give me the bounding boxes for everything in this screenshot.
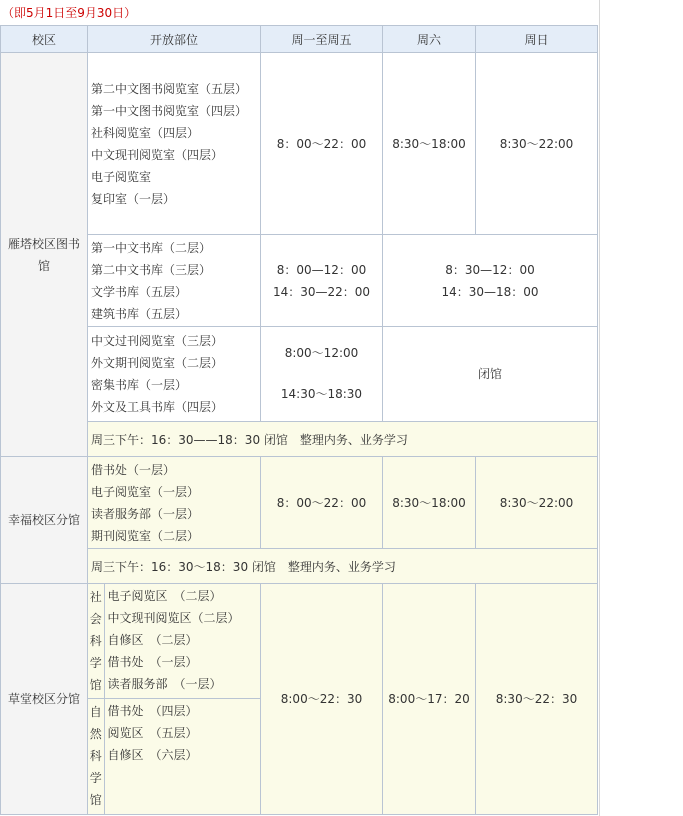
yanta-group1-sunday: 8:30～22:00 xyxy=(476,53,598,235)
time-line: 8：00—12：00 xyxy=(276,262,367,277)
caotang-saturday: 8:00～17：20 xyxy=(383,584,476,815)
xingfu-wednesday-note: 周三下午：16：30～18：30 闭馆 整理内务、业务学习 xyxy=(88,549,598,584)
location-item: 第一中文书库（二层） xyxy=(91,240,212,255)
natural-science-row xyxy=(88,698,260,814)
opening-hours-table xyxy=(0,25,598,815)
location-item: 外文期刊阅览室（二层） xyxy=(91,356,224,370)
yanta-group2-row xyxy=(1,235,598,327)
header-weekdays: 周一至周五 xyxy=(261,26,383,53)
xingfu-saturday: 8:30～18:00 xyxy=(383,457,476,549)
caotang-subtable xyxy=(88,584,260,814)
time-line: 14：30—18：00 xyxy=(441,284,539,299)
location-item: 社科阅览室（四层） xyxy=(91,125,200,140)
yanta-group3-locations xyxy=(88,327,261,422)
xingfu-row xyxy=(1,457,598,549)
xingfu-locations xyxy=(88,457,261,549)
location-item: 中文现刊阅览室（四层） xyxy=(91,147,224,162)
yanta-group3-closed: 闭馆 xyxy=(383,327,598,422)
location-item: 电子阅览室 xyxy=(91,169,152,184)
header-locations: 开放部位 xyxy=(88,26,261,53)
location-item: 文学书库（五层） xyxy=(91,284,188,299)
time-line: 14：30—22：00 xyxy=(272,284,371,299)
location-item: 电子阅览区 （二层） xyxy=(107,589,222,603)
yanta-group1-saturday: 8:30～18:00 xyxy=(383,53,476,235)
caotang-row xyxy=(1,584,598,815)
yanta-note-row xyxy=(1,422,598,457)
yanta-group2-weekdays xyxy=(261,235,383,327)
location-item: 建筑书库（五层） xyxy=(91,306,188,321)
location-item: 阅览区 （五层） xyxy=(107,725,198,740)
social-science-locations xyxy=(104,584,260,698)
yanta-group3-row xyxy=(1,327,598,422)
yanta-group3-weekdays xyxy=(261,327,383,422)
location-item: 自修区 （六层） xyxy=(107,747,198,762)
location-item: 外文及工具书库（四层） xyxy=(91,400,224,414)
location-item: 借书处（一层） xyxy=(91,462,176,477)
time-line: 14:30～18:30 xyxy=(280,387,363,401)
caotang-locations xyxy=(88,584,261,815)
time-line: 8：30—12：00 xyxy=(445,262,535,277)
location-item: 中文过刊阅览室（三层） xyxy=(91,334,224,348)
location-item: 密集书库（一层） xyxy=(91,378,188,392)
xingfu-sunday: 8:30～22:00 xyxy=(476,457,598,549)
header-sunday: 周日 xyxy=(476,26,598,53)
location-item: 借书处 （四层） xyxy=(107,703,198,718)
yanta-group2-locations xyxy=(88,235,261,327)
yanta-group1-weekdays: 8：00～22：00 xyxy=(261,53,383,235)
caotang-sunday: 8:30～22：30 xyxy=(476,584,598,815)
caotang-weekdays: 8:00～22：30 xyxy=(261,584,383,815)
location-item: 第二中文书库（三层） xyxy=(91,262,212,277)
social-science-row xyxy=(88,584,260,698)
yanta-wednesday-note: 周三下午：16：30——18：30 闭馆 整理内务、业务学习 xyxy=(88,422,598,457)
time-line: 8:00～12:00 xyxy=(284,346,359,360)
yanta-group1-row xyxy=(1,53,598,235)
xingfu-note-row xyxy=(1,549,598,584)
location-item: 读者服务部（一层） xyxy=(91,506,200,521)
location-item: 第一中文图书阅览室（四层） xyxy=(91,103,248,118)
header-row xyxy=(1,26,598,53)
location-item: 电子阅览室（一层） xyxy=(91,484,200,499)
header-campus: 校区 xyxy=(1,26,88,53)
location-item: 读者服务部 （一层） xyxy=(107,677,222,691)
header-saturday: 周六 xyxy=(383,26,476,53)
location-item: 复印室（一层） xyxy=(91,191,176,206)
campus-caotang: 草堂校区分馆 xyxy=(1,584,88,815)
date-range-note: （即5月1日至9月30日） xyxy=(2,6,137,20)
yanta-group1-locations xyxy=(88,53,261,235)
campus-xingfu: 幸福校区分馆 xyxy=(1,457,88,584)
page-right-border xyxy=(599,0,600,816)
natural-science-locations xyxy=(104,698,260,814)
location-item: 自修区 （二层） xyxy=(107,633,198,647)
location-item: 期刊阅览室（二层） xyxy=(91,528,200,543)
xingfu-weekdays: 8：00～22：00 xyxy=(261,457,383,549)
natural-science-label: 自 然 科 学 馆 xyxy=(88,698,104,814)
social-science-label: 社 会 科 学 馆 xyxy=(88,584,104,698)
location-item: 第二中文图书阅览室（五层） xyxy=(91,81,248,96)
location-item: 中文现刊阅览区（二层） xyxy=(107,611,240,625)
location-item: 借书处 （一层） xyxy=(107,655,198,669)
campus-yanta: 雁塔校区图书馆 xyxy=(1,53,88,457)
yanta-group2-weekend xyxy=(383,235,598,327)
